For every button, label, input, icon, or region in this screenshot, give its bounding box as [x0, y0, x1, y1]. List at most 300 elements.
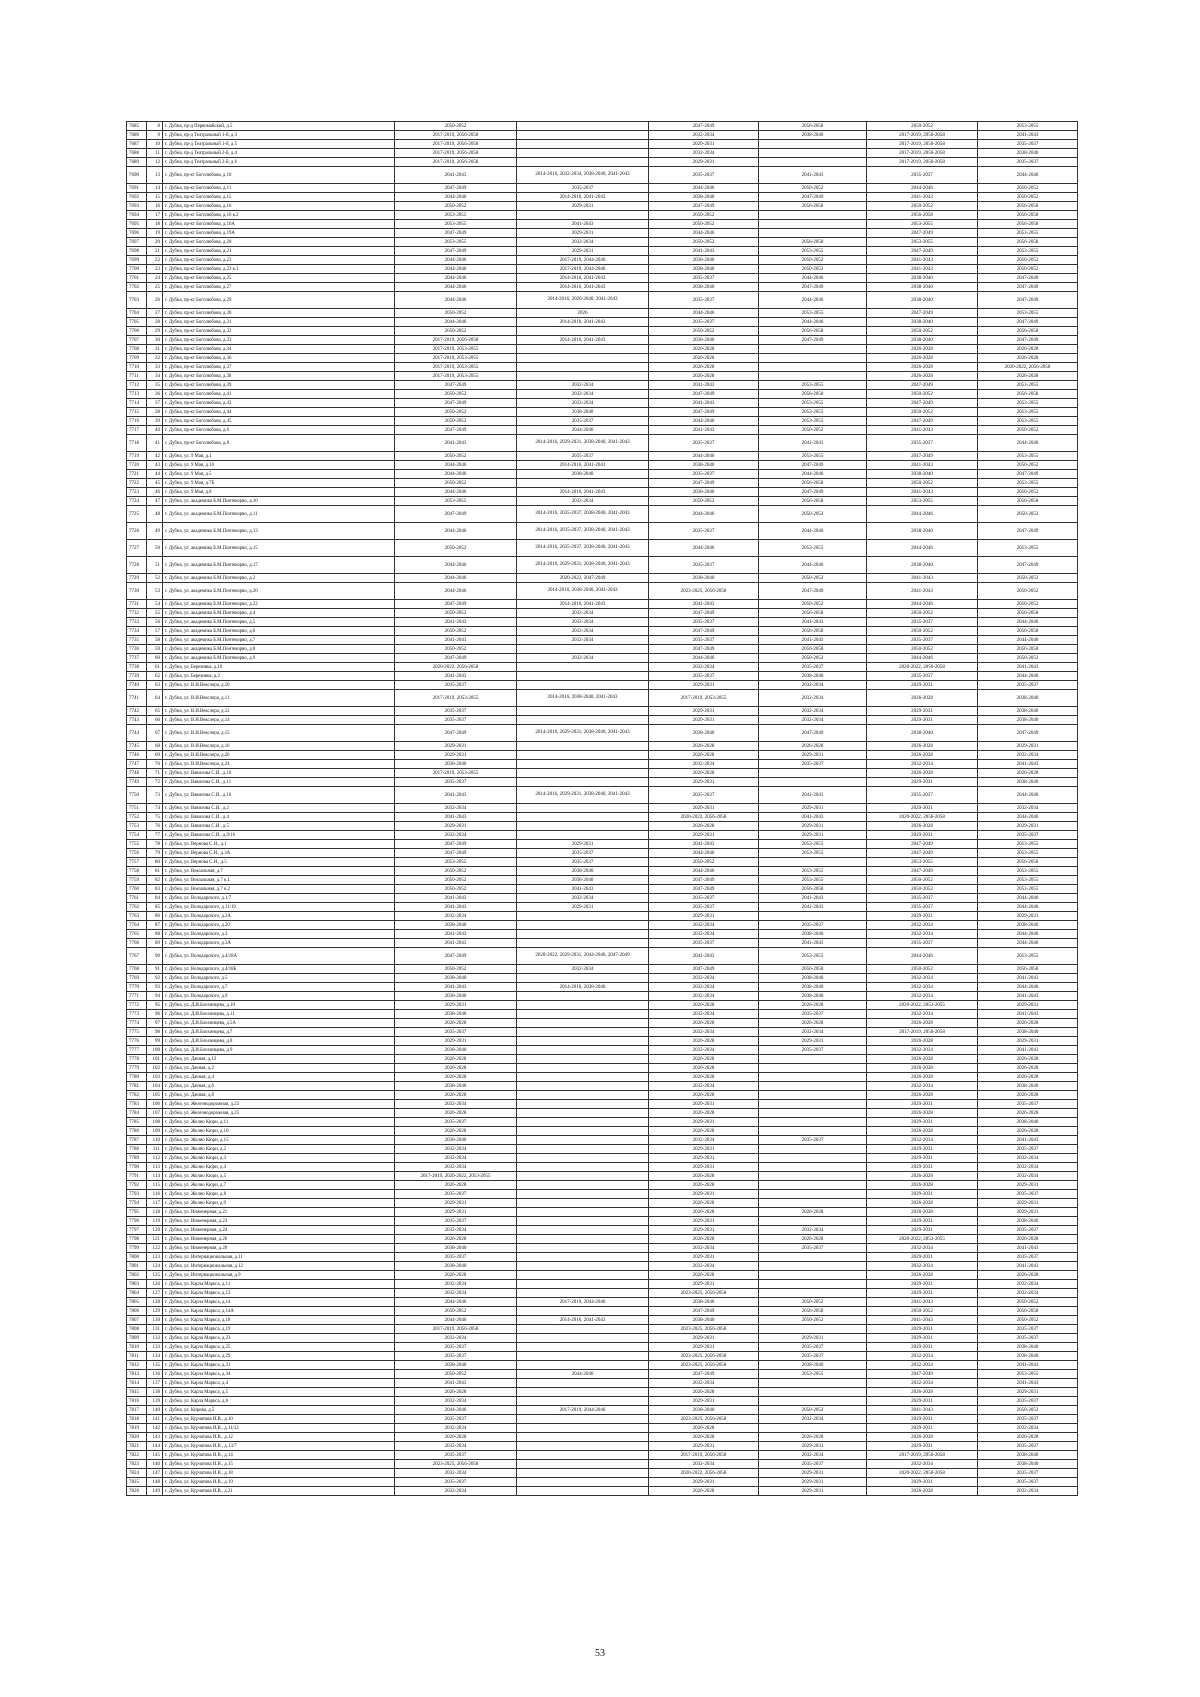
cell-period-5: 2041-2043 [867, 574, 978, 583]
cell-period-2 [517, 372, 649, 381]
cell-period-6: 2026-2028 [978, 769, 1078, 778]
cell-period-5: 2017-2019, 2056-2058 [867, 158, 978, 167]
cell-period-4: 2053-2055 [759, 399, 867, 408]
cell-period-2 [517, 1226, 649, 1235]
cell-row-number: 127 [147, 1289, 163, 1298]
cell-address: г. Дубна, ул. Курчатова И.В., д.21 [163, 1487, 395, 1496]
cell-address: г. Дубна, ул. Карла Маркса, д.18 [163, 1316, 395, 1325]
cell-row-number: 118 [147, 1208, 163, 1217]
cell-period-5: 2044-2046 [867, 506, 978, 523]
page-number: 53 [595, 1648, 605, 1659]
table-row [127, 1028, 1078, 1037]
cell-period-5: 2020-2022, 2053-2055 [867, 1001, 978, 1010]
cell-period-2: 2014-2016, 2029-2031, 2038-2040, 2041-2043 [517, 787, 649, 804]
table-row [127, 867, 1078, 876]
cell-period-5: 2029-2031 [867, 1424, 978, 1433]
cell-period-1: 2032-2034 [395, 1280, 517, 1289]
cell-period-3: 2029-2031 [649, 140, 759, 149]
cell-period-1: 2032-2034 [395, 831, 517, 840]
cell-period-1: 2023-2025, 2056-2058 [395, 1460, 517, 1469]
cell-period-2 [517, 1208, 649, 1217]
cell-period-5: 2050-2052 [867, 1307, 978, 1316]
cell-period-1: 2050-2052 [395, 645, 517, 654]
cell-row-number: 67 [147, 725, 163, 742]
cell-period-2: 2044-2046 [517, 426, 649, 435]
cell-period-2 [517, 716, 649, 725]
cell-row-number: 136 [147, 1370, 163, 1379]
cell-period-1: 2050-2052 [395, 609, 517, 618]
cell-address: г. Дубна, ул. Володарского, д.11/19 [163, 903, 395, 912]
cell-row-number: 87 [147, 921, 163, 930]
cell-period-3: 2038-2040 [649, 336, 759, 345]
cell-period-6: 2056-2058 [978, 202, 1078, 211]
cell-period-4: 2029-2031 [759, 1334, 867, 1343]
cell-period-3: 2026-2028 [649, 1199, 759, 1208]
cell-address: г. Дубна, ул. Курчатова И.В., д.14 [163, 1451, 395, 1460]
cell-period-1: 2035-2037 [395, 1253, 517, 1262]
table-row [127, 1100, 1078, 1109]
cell-period-5: 2035-2037 [867, 903, 978, 912]
cell-period-5: 2032-2034 [867, 1082, 978, 1091]
cell-period-1: 2044-2046 [395, 523, 517, 540]
cell-period-1: 2026-2028 [395, 1181, 517, 1190]
cell-period-6: 2047-2049 [978, 283, 1078, 292]
cell-row-number: 113 [147, 1163, 163, 1172]
cell-registry-number: 7690 [127, 167, 147, 184]
cell-period-5: 2029-2031 [867, 1253, 978, 1262]
cell-period-4: 2035-2037 [759, 663, 867, 672]
cell-registry-number: 7771 [127, 992, 147, 1001]
cell-period-1: 2053-2055 [395, 238, 517, 247]
cell-period-6: 2026-2028 [978, 354, 1078, 363]
cell-period-1: 2047-2049 [395, 247, 517, 256]
cell-period-6: 2047-2049 [978, 292, 1078, 309]
cell-period-3: 2029-2031 [649, 1253, 759, 1262]
cell-period-6: 2038-2040 [978, 1028, 1078, 1037]
cell-address: г. Дубна, ул. Инженерная, д.28 [163, 1244, 395, 1253]
cell-period-4: 2056-2058 [759, 327, 867, 336]
cell-period-4: 2056-2058 [759, 202, 867, 211]
table-row [127, 1469, 1078, 1478]
cell-address: г. Дубна, пр-кт Боголюбова, д.20 [163, 238, 395, 247]
cell-period-2: 2014-2016, 2032-2034, 2038-2040, 2041-2043 [517, 167, 649, 184]
cell-row-number: 14 [147, 184, 163, 193]
cell-period-1: 2050-2052 [395, 1307, 517, 1316]
cell-row-number: 120 [147, 1226, 163, 1235]
cell-period-5: 2029-2031 [867, 1118, 978, 1127]
cell-period-6: 2044-2046 [978, 672, 1078, 681]
cell-period-2 [517, 354, 649, 363]
cell-address: г. Дубна, ул. Карла Маркса, д.4 [163, 1379, 395, 1388]
cell-period-4: 2053-2055 [759, 381, 867, 390]
cell-address: г. Дубна, ул. Инженерная, д.24 [163, 1226, 395, 1235]
cell-period-1: 2026-2028 [395, 1109, 517, 1118]
cell-period-3: 2029-2031 [649, 1343, 759, 1352]
cell-period-4: 2038-2040 [759, 1361, 867, 1370]
cell-period-4: 2053-2055 [759, 849, 867, 858]
cell-period-2 [517, 363, 649, 372]
cell-period-3: 2035-2037 [649, 523, 759, 540]
cell-period-5: 2038-2040 [867, 283, 978, 292]
cell-period-3: 2026-2028 [649, 1001, 759, 1010]
cell-period-6: 2047-2049 [978, 274, 1078, 283]
cell-period-2: 2014-2016, 2026-2040, 2041-2043 [517, 292, 649, 309]
cell-period-2: 2014-2016, 2038-2040, 2041-2043 [517, 583, 649, 600]
cell-period-1: 2047-2049 [395, 399, 517, 408]
cell-registry-number: 7788 [127, 1145, 147, 1154]
table-row [127, 354, 1078, 363]
cell-period-2 [517, 813, 649, 822]
cell-period-5: 2029-2031 [867, 1343, 978, 1352]
cell-row-number: 142 [147, 1424, 163, 1433]
cell-row-number: 128 [147, 1298, 163, 1307]
cell-period-5: 2026-2028 [867, 1073, 978, 1082]
cell-period-4: 2056-2058 [759, 885, 867, 894]
cell-row-number: 52 [147, 574, 163, 583]
cell-period-2: 2032-2034 [517, 618, 649, 627]
cell-period-3: 2029-2031 [649, 1397, 759, 1406]
cell-period-5: 2020-2022, 2056-2058 [867, 1469, 978, 1478]
cell-period-5: 2047-2049 [867, 840, 978, 849]
cell-period-4: 2032-2034 [759, 716, 867, 725]
cell-period-4: 2050-2052 [759, 1406, 867, 1415]
cell-period-2 [517, 149, 649, 158]
cell-period-6: 2038-2040 [978, 1217, 1078, 1226]
cell-address: г. Дубна, ул. Жолио Кюри, д.4 [163, 1163, 395, 1172]
cell-period-6: 2032-2034 [978, 751, 1078, 760]
table-row [127, 822, 1078, 831]
cell-period-1: 2047-2049 [395, 600, 517, 609]
table-row [127, 381, 1078, 390]
cell-period-6: 2026-2028 [978, 1235, 1078, 1244]
cell-period-3: 2023-2025, 2056-2058 [649, 1289, 759, 1298]
cell-period-3: 2038-2040 [649, 1316, 759, 1325]
cell-period-2 [517, 1127, 649, 1136]
cell-period-6: 2038-2040 [978, 716, 1078, 725]
cell-address: г. Дубна, ул. Жолио Кюри, д.7 [163, 1181, 395, 1190]
cell-period-2: 2014-2016, 2041-2043 [517, 193, 649, 202]
cell-period-2 [517, 707, 649, 716]
cell-registry-number: 7717 [127, 426, 147, 435]
cell-period-4 [759, 1379, 867, 1388]
table-row [127, 1451, 1078, 1460]
table-row [127, 202, 1078, 211]
cell-registry-number: 7714 [127, 399, 147, 408]
cell-registry-number: 7748 [127, 769, 147, 778]
cell-period-5: 2029-2031 [867, 831, 978, 840]
cell-period-4: 2032-2034 [759, 681, 867, 690]
cell-period-4: 2047-2049 [759, 461, 867, 470]
cell-period-2 [517, 769, 649, 778]
cell-period-6: 2053-2055 [978, 122, 1078, 131]
cell-row-number: 134 [147, 1352, 163, 1361]
cell-row-number: 137 [147, 1379, 163, 1388]
cell-period-3: 2038-2040 [649, 1406, 759, 1415]
cell-period-2 [517, 1217, 649, 1226]
table-row [127, 1064, 1078, 1073]
cell-row-number: 85 [147, 903, 163, 912]
cell-period-2: 2017-2019, 2044-2046 [517, 1298, 649, 1307]
table-row [127, 372, 1078, 381]
cell-row-number: 107 [147, 1109, 163, 1118]
cell-row-number: 70 [147, 760, 163, 769]
cell-period-5: 2026-2028 [867, 1388, 978, 1397]
cell-period-4: 2056-2058 [759, 627, 867, 636]
cell-address: г. Дубна, ул. Вернова С.Н., д.5 [163, 858, 395, 867]
cell-period-4: 2041-2043 [759, 939, 867, 948]
cell-row-number: 141 [147, 1415, 163, 1424]
cell-period-6: 2056-2058 [978, 1307, 1078, 1316]
cell-row-number: 38 [147, 408, 163, 417]
cell-period-3: 2044-2046 [649, 452, 759, 461]
cell-period-5: 2047-2049 [867, 867, 978, 876]
cell-period-1: 2038-2040 [395, 1082, 517, 1091]
cell-period-3: 2047-2049 [649, 390, 759, 399]
cell-period-1: 2029-2031 [395, 1199, 517, 1208]
cell-registry-number: 7733 [127, 618, 147, 627]
cell-period-1: 2032-2034 [395, 1154, 517, 1163]
cell-registry-number: 7811 [127, 1352, 147, 1361]
cell-address: г. Дубна, ул. В.И.Векслера, д.24 [163, 760, 395, 769]
cell-period-3: 2029-2031 [649, 912, 759, 921]
cell-registry-number: 7762 [127, 903, 147, 912]
cell-row-number: 106 [147, 1100, 163, 1109]
cell-address: г. Дубна, ул. Вернова С.Н., д.3А [163, 849, 395, 858]
cell-address: г. Дубна, ул. академика Б.М.Понтекорво, д.17 [163, 557, 395, 574]
table-row [127, 1217, 1078, 1226]
cell-period-2: 2035-2037 [517, 849, 649, 858]
cell-period-2: 2029-2031 [517, 202, 649, 211]
cell-period-4: 2053-2055 [759, 452, 867, 461]
cell-period-1: 2032-2034 [395, 1334, 517, 1343]
cell-registry-number: 7738 [127, 663, 147, 672]
cell-period-1: 2044-2046 [395, 265, 517, 274]
cell-period-3: 2029-2031 [649, 1217, 759, 1226]
cell-address: г. Дубна, ул. академика Б.М.Понтекорво, д.5 [163, 618, 395, 627]
cell-period-3: 2041-2043 [649, 247, 759, 256]
table-row [127, 1154, 1078, 1163]
cell-period-2 [517, 831, 649, 840]
cell-row-number: 125 [147, 1271, 163, 1280]
cell-period-1: 2035-2037 [395, 716, 517, 725]
cell-registry-number: 7789 [127, 1154, 147, 1163]
cell-period-5: 2047-2049 [867, 849, 978, 858]
cell-period-4 [759, 1055, 867, 1064]
cell-address: г. Дубна, ул. Володарского, д.2А [163, 912, 395, 921]
cell-period-3: 2038-2040 [649, 265, 759, 274]
cell-period-5: 2047-2049 [867, 452, 978, 461]
cell-period-6: 2053-2055 [978, 540, 1078, 557]
cell-row-number: 71 [147, 769, 163, 778]
cell-address: г. Дубна, пр-кт Боголюбова, д.36 [163, 354, 395, 363]
cell-period-4: 2050-2052 [759, 654, 867, 663]
cell-period-2 [517, 1280, 649, 1289]
cell-period-6: 2044-2046 [978, 983, 1078, 992]
cell-period-1: 2032-2034 [395, 1469, 517, 1478]
cell-row-number: 21 [147, 247, 163, 256]
cell-period-2 [517, 778, 649, 787]
cell-period-3: 2026-2028 [649, 1433, 759, 1442]
cell-period-6: 2026-2028 [978, 1064, 1078, 1073]
cell-registry-number: 7685 [127, 122, 147, 131]
table-row [127, 1010, 1078, 1019]
cell-row-number: 12 [147, 158, 163, 167]
cell-period-4 [759, 912, 867, 921]
cell-period-1: 2050-2052 [395, 309, 517, 318]
cell-period-5: 2032-2034 [867, 1010, 978, 1019]
cell-period-2 [517, 1424, 649, 1433]
cell-period-3: 2047-2049 [649, 202, 759, 211]
cell-period-6: 2041-2043 [978, 663, 1078, 672]
cell-period-6: 2053-2055 [978, 452, 1078, 461]
cell-period-5: 2038-2040 [867, 292, 978, 309]
cell-row-number: 31 [147, 345, 163, 354]
table-row [127, 1163, 1078, 1172]
cell-row-number: 84 [147, 894, 163, 903]
cell-row-number: 83 [147, 885, 163, 894]
cell-registry-number: 7751 [127, 804, 147, 813]
cell-row-number: 72 [147, 778, 163, 787]
cell-period-2: 2032-2034 [517, 399, 649, 408]
cell-period-4 [759, 1181, 867, 1190]
cell-period-4 [759, 229, 867, 238]
cell-address: г. Дубна, пр-кт Боголюбова, д.16 [163, 202, 395, 211]
cell-registry-number: 7711 [127, 372, 147, 381]
cell-registry-number: 7693 [127, 202, 147, 211]
cell-row-number: 86 [147, 912, 163, 921]
table-row [127, 1334, 1078, 1343]
cell-period-4: 2044-2046 [759, 292, 867, 309]
cell-period-6: 2050-2052 [978, 583, 1078, 600]
cell-period-5: 2035-2037 [867, 618, 978, 627]
cell-registry-number: 7784 [127, 1109, 147, 1118]
cell-period-4: 2041-2043 [759, 903, 867, 912]
cell-period-1: 2026-2028 [395, 1019, 517, 1028]
table-row [127, 1037, 1078, 1046]
cell-period-2 [517, 140, 649, 149]
cell-period-4: 2056-2058 [759, 1307, 867, 1316]
cell-period-5: 2032-2034 [867, 1244, 978, 1253]
cell-period-6: 2026-2028 [978, 1127, 1078, 1136]
cell-row-number: 140 [147, 1406, 163, 1415]
cell-row-number: 99 [147, 1037, 163, 1046]
table-row [127, 318, 1078, 327]
cell-period-3: 2017-2019, 2056-2058 [649, 1451, 759, 1460]
cell-row-number: 94 [147, 992, 163, 1001]
cell-period-3: 2035-2037 [649, 557, 759, 574]
cell-period-2 [517, 122, 649, 131]
cell-period-3: 2032-2034 [649, 663, 759, 672]
cell-row-number: 62 [147, 672, 163, 681]
cell-period-6: 2044-2046 [978, 930, 1078, 939]
cell-registry-number: 7768 [127, 965, 147, 974]
cell-period-4: 2026-2028 [759, 1019, 867, 1028]
cell-row-number: 78 [147, 840, 163, 849]
table-row [127, 609, 1078, 618]
table-row [127, 707, 1078, 716]
cell-period-4: 2038-2040 [759, 131, 867, 140]
table-row [127, 974, 1078, 983]
cell-registry-number: 7756 [127, 849, 147, 858]
cell-period-1: 2038-2040 [395, 1046, 517, 1055]
cell-period-1: 2032-2034 [395, 1289, 517, 1298]
cell-period-1: 2044-2046 [395, 1316, 517, 1325]
cell-address: г. Дубна, ул. Жолио Кюри, д.11 [163, 1118, 395, 1127]
cell-period-3: 2035-2037 [649, 318, 759, 327]
cell-row-number: 63 [147, 681, 163, 690]
cell-period-5: 2056-2058 [867, 211, 978, 220]
cell-period-3: 2026-2028 [649, 1235, 759, 1244]
cell-period-1: 2035-2037 [395, 1118, 517, 1127]
table-row [127, 1145, 1078, 1154]
table-row [127, 1226, 1078, 1235]
table-row [127, 1055, 1078, 1064]
cell-period-1: 2050-2052 [395, 627, 517, 636]
cell-address: г. Дубна, ул. Володарского, д.9 [163, 992, 395, 1001]
table-row [127, 725, 1078, 742]
cell-period-3: 2029-2031 [649, 804, 759, 813]
cell-period-1: 2035-2037 [395, 1451, 517, 1460]
cell-period-3: 2029-2031 [649, 1478, 759, 1487]
cell-row-number: 100 [147, 1046, 163, 1055]
cell-period-2: 2020-2022, 2047-2049 [517, 574, 649, 583]
cell-registry-number: 7796 [127, 1217, 147, 1226]
cell-period-3: 2038-2040 [649, 488, 759, 497]
cell-address: г. Дубна, ул. Курчатова И.В., д.12 [163, 1433, 395, 1442]
cell-period-2: 2038-2040 [517, 408, 649, 417]
cell-address: г. Дубна, пр-д Театральный 2-й, д.6 [163, 158, 395, 167]
cell-period-3: 2041-2043 [649, 426, 759, 435]
cell-row-number: 25 [147, 283, 163, 292]
cell-row-number: 69 [147, 751, 163, 760]
cell-row-number: 75 [147, 813, 163, 822]
cell-period-5: 2029-2031 [867, 1226, 978, 1235]
cell-period-6: 2053-2055 [978, 885, 1078, 894]
cell-period-5: 2044-2046 [867, 184, 978, 193]
cell-period-4: 2056-2058 [759, 122, 867, 131]
cell-period-6: 2038-2040 [978, 1352, 1078, 1361]
table-row [127, 983, 1078, 992]
cell-period-3: 2023-2025, 2056-2058 [649, 1361, 759, 1370]
cell-period-4: 2044-2046 [759, 523, 867, 540]
cell-address: г. Дубна, ул. Дачная, д.2 [163, 1064, 395, 1073]
cell-period-3: 2047-2049 [649, 1370, 759, 1379]
cell-period-1: 2032-2034 [395, 1226, 517, 1235]
cell-period-1: 2050-2052 [395, 479, 517, 488]
cell-period-6: 2053-2055 [978, 867, 1078, 876]
table-row [127, 1019, 1078, 1028]
cell-period-4: 2050-2052 [759, 1298, 867, 1307]
cell-period-3: 2029-2031 [649, 1280, 759, 1289]
table-row [127, 417, 1078, 426]
cell-period-6: 2044-2046 [978, 435, 1078, 452]
cell-period-5: 2032-2034 [867, 1460, 978, 1469]
cell-period-5: 2041-2043 [867, 256, 978, 265]
cell-period-4 [759, 372, 867, 381]
cell-row-number: 20 [147, 238, 163, 247]
cell-registry-number: 7740 [127, 681, 147, 690]
cell-period-6: 2050-2052 [978, 184, 1078, 193]
cell-registry-number: 7722 [127, 479, 147, 488]
cell-registry-number: 7770 [127, 983, 147, 992]
cell-address: г. Дубна, ул. Володарского, д.3А [163, 939, 395, 948]
cell-period-1: 2041-2043 [395, 983, 517, 992]
table-row [127, 885, 1078, 894]
cell-registry-number: 7755 [127, 840, 147, 849]
table-row [127, 672, 1078, 681]
cell-period-4: 2053-2055 [759, 948, 867, 965]
cell-period-3: 2029-2031 [649, 1163, 759, 1172]
